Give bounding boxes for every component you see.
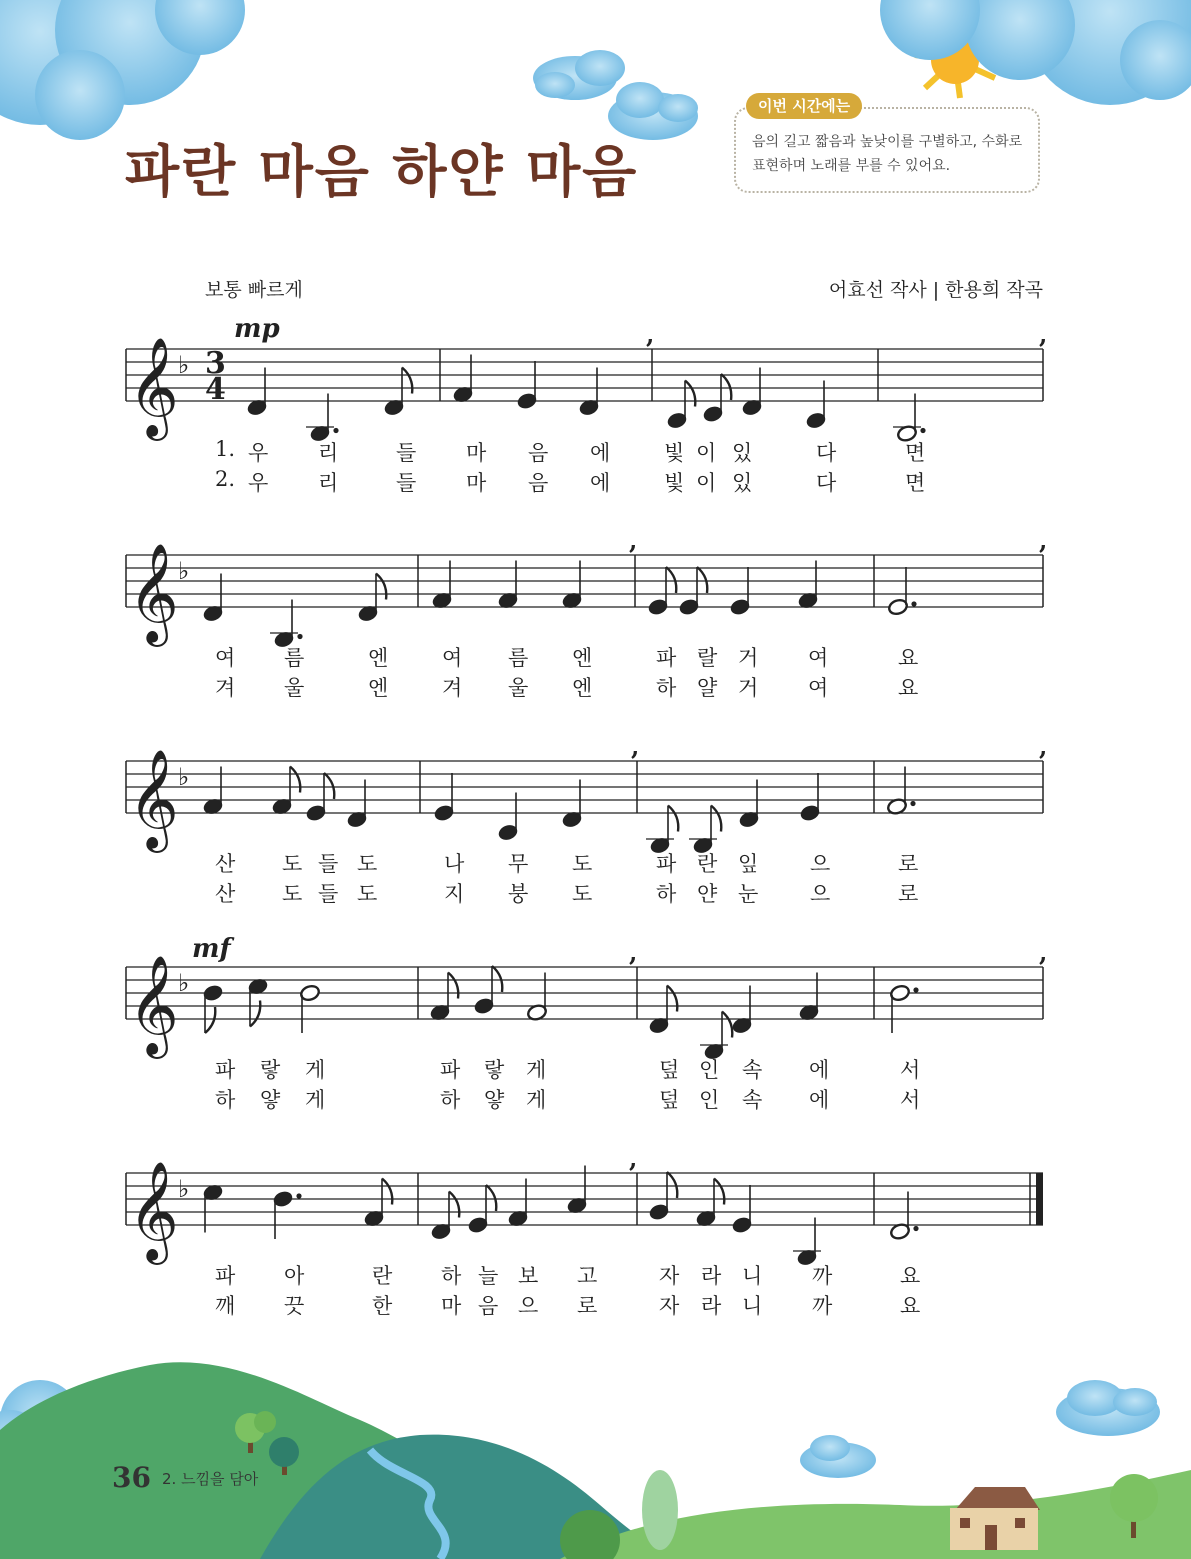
lyric-syllable: 2. [215, 467, 236, 491]
breath-mark: , [629, 938, 638, 967]
lyric-syllable: 마 [441, 1294, 462, 1318]
lyric-syllable: 으 [810, 852, 831, 876]
treble-clef-icon: 𝄞 [128, 543, 179, 643]
lyric-syllable: 도 [572, 852, 593, 876]
treble-clef-icon: 𝄞 [128, 749, 179, 849]
flat-icon: ♭ [178, 1175, 190, 1203]
breath-mark: , [1039, 320, 1048, 349]
breath-mark: , [629, 1144, 638, 1173]
lyric-syllable: 여 [215, 646, 236, 670]
treble-clef-icon: 𝄞 [128, 955, 179, 1055]
lyric-syllable: 이 [696, 441, 717, 465]
lyric-syllable: 여 [808, 676, 829, 700]
note-flag [376, 574, 386, 600]
lyric-syllable: 엔 [368, 646, 389, 670]
lyric-syllable: 에 [809, 1088, 830, 1112]
dynamic-marking: mp [234, 314, 280, 344]
lyric-syllable: 들 [396, 441, 417, 465]
page-number: 36 [112, 1461, 151, 1494]
note-flag [666, 567, 676, 593]
lyric-syllable: 파 [656, 646, 677, 670]
note-flag [722, 1012, 732, 1038]
lyric-syllable: 마 [466, 441, 487, 465]
note-flag [492, 966, 502, 992]
lyric-syllable: 산 [215, 852, 236, 876]
lyric-syllable: 고 [577, 1264, 598, 1288]
lyric-syllable: 겨 [215, 676, 236, 700]
lyric-syllable: 인 [699, 1088, 720, 1112]
note-flag [290, 767, 300, 793]
lyric-syllable: 파 [215, 1058, 236, 1082]
lyric-syllable: 덮 [659, 1058, 680, 1082]
lyric-syllable: 니 [742, 1264, 763, 1288]
lyric-syllable: 으 [810, 882, 831, 906]
lyric-syllable: 마 [466, 471, 487, 495]
augmentation-dot [920, 428, 925, 433]
augmentation-dot [296, 1193, 301, 1198]
lyric-syllable: 도 [282, 882, 303, 906]
lyric-syllable: 파 [440, 1058, 461, 1082]
lyric-syllable: 파 [656, 852, 677, 876]
lyric-syllable: 음 [478, 1294, 499, 1318]
lyric-syllable: 붕 [508, 882, 529, 906]
augmentation-dot [297, 634, 302, 639]
lyric-syllable: 자 [659, 1264, 680, 1288]
lyric-syllable: 면 [905, 471, 926, 495]
lyric-syllable: 속 [742, 1058, 763, 1082]
lyric-syllable: 하 [215, 1088, 236, 1112]
lyric-syllable: 속 [742, 1088, 763, 1112]
song-credits: 어효선 작사 | 한용희 작곡 [828, 279, 1043, 301]
lyric-syllable: 하 [656, 882, 677, 906]
lyric-syllable: 도 [357, 852, 378, 876]
dynamic-marking: mf [192, 934, 231, 964]
note-flag [382, 1179, 392, 1205]
lyric-syllable: 거 [738, 646, 759, 670]
lyric-syllable: 게 [526, 1058, 547, 1082]
lyric-syllable: 덮 [659, 1088, 680, 1112]
note-flag [721, 374, 731, 400]
flat-icon: ♭ [178, 557, 190, 585]
lyric-syllable: 면 [905, 441, 926, 465]
lyric-syllable: 다 [816, 441, 837, 465]
augmentation-dot [913, 1226, 918, 1231]
lyric-syllable: 빛 [664, 441, 685, 465]
lyric-syllable: 보 [518, 1264, 539, 1288]
note-flag [668, 806, 678, 832]
note-flag [711, 806, 721, 832]
breath-mark: , [1039, 732, 1048, 761]
breath-mark: , [1039, 938, 1048, 967]
treble-clef-icon: 𝄞 [128, 337, 179, 437]
lyric-syllable: 서 [900, 1058, 921, 1082]
note-flag [402, 368, 412, 394]
lyric-syllable: 파 [215, 1264, 236, 1288]
augmentation-dot [913, 987, 918, 992]
lyric-syllable: 이 [696, 471, 717, 495]
lyric-syllable: 다 [816, 471, 837, 495]
note-flag [667, 986, 677, 1012]
lyric-syllable: 얗 [260, 1088, 281, 1112]
time-signature-bottom: 4 [205, 372, 226, 407]
treble-clef-icon: 𝄞 [128, 1161, 179, 1261]
breath-mark: , [631, 732, 640, 761]
lyric-syllable: 겨 [442, 676, 463, 700]
lyric-syllable: 엔 [368, 676, 389, 700]
note-flag [205, 1007, 215, 1033]
note-flag [250, 1001, 260, 1027]
lyric-syllable: 름 [508, 646, 529, 670]
lyric-syllable: 울 [508, 676, 529, 700]
augmentation-dot [910, 801, 915, 806]
lyric-syllable: 까 [812, 1294, 833, 1318]
breath-mark: , [629, 526, 638, 555]
lyric-syllable: 름 [284, 646, 305, 670]
tempo-marking: 보통 빠르게 [205, 279, 303, 301]
lyric-syllable: 들 [396, 471, 417, 495]
lyric-syllable: 랗 [484, 1058, 505, 1082]
lyric-syllable: 여 [442, 646, 463, 670]
lyric-syllable: 에 [809, 1058, 830, 1082]
note-flag [449, 1192, 459, 1218]
lyric-syllable: 인 [699, 1058, 720, 1082]
lyric-syllable: 들 [318, 882, 339, 906]
lyric-syllable: 음 [528, 471, 549, 495]
lyric-syllable: 게 [526, 1088, 547, 1112]
lyric-syllable: 얀 [697, 882, 718, 906]
lyric-syllable: 엔 [572, 676, 593, 700]
lyric-syllable: 도 [282, 852, 303, 876]
lyric-syllable: 하 [656, 676, 677, 700]
lyric-syllable: 끗 [284, 1294, 305, 1318]
lyric-syllable: 으 [518, 1294, 539, 1318]
lyric-syllable: 여 [808, 646, 829, 670]
lyric-syllable: 란 [697, 852, 718, 876]
lyric-syllable: 울 [284, 676, 305, 700]
lyric-syllable: 로 [898, 852, 919, 876]
lyric-syllable: 로 [577, 1294, 598, 1318]
note-flag [448, 973, 458, 999]
lyric-syllable: 늘 [478, 1264, 499, 1288]
lyric-syllable: 엔 [572, 646, 593, 670]
note-flag [324, 773, 334, 799]
lyric-syllable: 거 [738, 676, 759, 700]
note-flag [714, 1179, 724, 1205]
flat-icon: ♭ [178, 763, 190, 791]
final-barline-thick [1036, 1173, 1043, 1225]
lyric-syllable: 까 [812, 1264, 833, 1288]
lyric-syllable: 요 [900, 1294, 921, 1318]
objective-text: 음의 길고 짧음과 높낮이를 구별하고, 수화로 표현하며 노래를 부를 수 있어요. [752, 134, 1023, 174]
note-flag [685, 381, 695, 407]
flat-icon: ♭ [178, 969, 190, 997]
lyric-syllable: 아 [284, 1264, 305, 1288]
lyric-syllable: 무 [508, 852, 529, 876]
augmentation-dot [911, 601, 916, 606]
objective-badge: 이번 시간에는 [746, 93, 862, 119]
lyric-syllable: 우 [248, 441, 269, 465]
lyric-syllable: 리 [318, 471, 339, 495]
lyric-syllable: 우 [248, 471, 269, 495]
time-signature-top: 3 [205, 346, 226, 381]
lyric-syllable: 니 [742, 1294, 763, 1318]
lyric-syllable: 요 [898, 676, 919, 700]
lyric-syllable: 깨 [215, 1294, 236, 1318]
lyric-syllable: 요 [900, 1264, 921, 1288]
lyric-syllable: 요 [898, 646, 919, 670]
breath-mark: , [646, 320, 655, 349]
lyric-syllable: 로 [898, 882, 919, 906]
note-flag [697, 567, 707, 593]
lyric-syllable: 빛 [664, 471, 685, 495]
lyric-syllable: 하 [441, 1264, 462, 1288]
chapter-label: 2. 느낌을 담아 [162, 1470, 259, 1488]
lyric-syllable: 도 [357, 882, 378, 906]
note-flag [486, 1185, 496, 1211]
lyric-syllable: 라 [701, 1264, 722, 1288]
lyric-syllable: 지 [444, 882, 465, 906]
lyric-syllable: 하 [440, 1088, 461, 1112]
lyric-syllable: 에 [590, 441, 611, 465]
lyric-syllable: 1. [215, 437, 236, 461]
lyric-syllable: 있 [732, 471, 753, 495]
lyric-syllable: 음 [528, 441, 549, 465]
lyric-syllable: 있 [732, 441, 753, 465]
lyric-syllable: 잎 [738, 852, 759, 876]
lyric-syllable: 나 [444, 852, 465, 876]
lyric-syllable: 도 [572, 882, 593, 906]
song-title: 파란 마음 하얀 마음 [125, 140, 639, 205]
flat-icon: ♭ [178, 351, 190, 379]
lyric-syllable: 들 [318, 852, 339, 876]
lyric-syllable: 산 [215, 882, 236, 906]
lyric-syllable: 자 [659, 1294, 680, 1318]
breath-mark: , [1039, 526, 1048, 555]
lyric-syllable: 란 [372, 1264, 393, 1288]
lyric-syllable: 게 [305, 1088, 326, 1112]
lyric-syllable: 에 [590, 471, 611, 495]
lyric-syllable: 라 [701, 1294, 722, 1318]
lyric-syllable: 눈 [738, 882, 759, 906]
lyric-syllable: 한 [372, 1294, 393, 1318]
lyric-syllable: 리 [318, 441, 339, 465]
lyric-syllable: 랗 [260, 1058, 281, 1082]
lyric-syllable: 랄 [697, 646, 718, 670]
note-flag [667, 1172, 677, 1198]
augmentation-dot [333, 428, 338, 433]
lyric-syllable: 게 [305, 1058, 326, 1082]
lyric-syllable: 얗 [484, 1088, 505, 1112]
lyric-syllable: 서 [900, 1088, 921, 1112]
lyric-syllable: 얄 [697, 676, 718, 700]
